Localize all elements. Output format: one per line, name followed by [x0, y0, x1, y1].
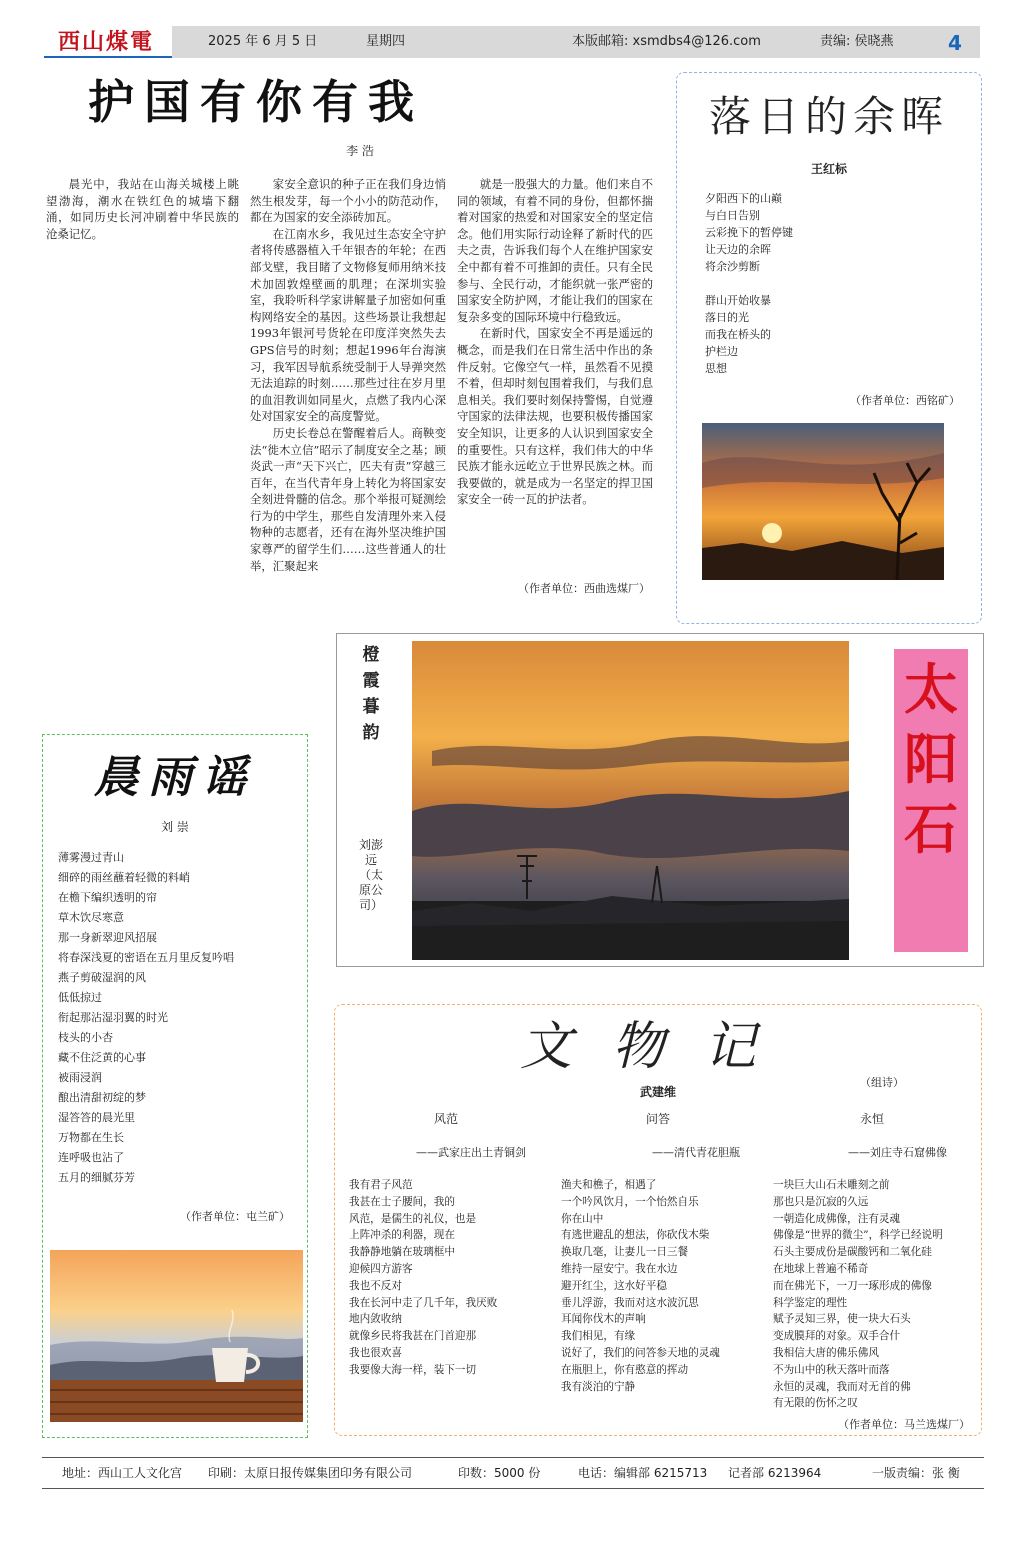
relics-author-unit: （作者单位：马兰选煤厂）: [838, 1418, 970, 1431]
poem-line: 草木饮尽寒意: [58, 911, 124, 924]
issue-date: 2025 年 6 月 5 日: [208, 34, 318, 49]
poem-line: 有无限的伤怀之叹: [773, 1397, 858, 1410]
paragraph: 就是一股强大的力量。他们来自不同的领域，有着不同的身份，但都怀揣着对国家的热爱和对国家安全的坚定信念。他们用实际行动诠释了新时代的匹夫之责，告诉我们每个人在维护国家安全中都有着不可推卸的责任。只有全民参与、全民行动，才能织就一张严密的国家安全防护网，才能让我们的国家在复杂多变的国际环境中行稳致远。: [457, 177, 653, 324]
poem-line: 换取几毫，让妻儿一日三餐: [561, 1246, 689, 1259]
poem-line: 我在长河中走了几千年，我厌败: [349, 1296, 498, 1309]
poem-line: 枝头的小杏: [58, 1031, 113, 1044]
poem-line: 我相信大唐的佛乐佛风: [773, 1346, 879, 1359]
poem-line: 燕子剪破湿润的风: [58, 971, 146, 984]
stanza-break: [705, 275, 965, 292]
relic-poem-heading: 问答: [645, 1112, 670, 1126]
poem-line: 一块巨大山石未雕刻之前: [773, 1179, 890, 1191]
coffee-cup-sunrise-photo: [50, 1250, 303, 1422]
poem-line: 在瓶胆上，你有憨意的挥动: [561, 1363, 689, 1376]
poem-line: 酿出清甜初绽的梦: [58, 1091, 146, 1104]
poem-line: 科学鉴定的理性: [773, 1296, 848, 1309]
poem-line: 而我在桥头的: [705, 328, 771, 341]
poem-line: 我静静地躺在玻璃框中: [349, 1246, 455, 1259]
poem-line: 与白日告别: [705, 209, 760, 222]
poem-line: 一个吟风饮月，一个怡然自乐: [561, 1195, 699, 1208]
relic-poem-subtitle: ——武家庄出土青铜剑: [416, 1146, 526, 1159]
footer-copies: 印数：5000 份: [458, 1466, 541, 1480]
poem-line: 上阵冲杀的利器，现在: [349, 1229, 455, 1242]
relic-poem-heading: 永恒: [859, 1112, 884, 1126]
footer-rule: [42, 1488, 984, 1489]
poem-line: 不为山中的秋天落叶而落: [773, 1363, 890, 1376]
poem-line: 渔夫和樵子，相遇了: [561, 1179, 657, 1191]
poem-line: 我有君子风范: [349, 1179, 413, 1191]
poem-line: 赋予灵知三界，使一块大石头: [773, 1313, 911, 1326]
poem-line: 我甚在士子腰间，我的: [349, 1195, 455, 1208]
poem-line: 你在山中: [561, 1212, 604, 1225]
poem-line: 迎候四方游客: [349, 1262, 413, 1275]
poem-line: 思想: [705, 362, 727, 375]
lead-article-title: 护国有你有我: [88, 75, 424, 129]
relic-poem-body: [561, 1177, 771, 1395]
poem-line: 薄雾漫过青山: [58, 851, 124, 864]
poem-line: 而在佛光下，一刀一琢形成的佛像: [773, 1279, 932, 1292]
poem-line: 我要像大海一样，装下一切: [349, 1363, 477, 1376]
poem-line: 耳闻你伐木的声响: [561, 1313, 646, 1326]
footer-address: 地址：西山工人文化宫: [62, 1466, 183, 1480]
paragraph: 晨光中，我站在山海关城楼上眺望渤海，潮水在铁红色的城墙下翻涌，如同历史长河冲刷着中华民族的沧桑记忆。: [46, 177, 239, 241]
page-editor: 责编: 侯晓燕: [820, 34, 894, 49]
relic-poem-subtitle: ——清代青花胆瓶: [652, 1146, 740, 1159]
sunset-poem-title: 落日的余晖: [708, 92, 949, 141]
poem-line: 被雨浸润: [58, 1071, 102, 1084]
poem-line: 连呼吸也沾了: [58, 1151, 124, 1164]
sunset-poem-author-unit: （作者单位：西铭矿）: [850, 394, 960, 407]
poem-line: 让天边的余晖: [705, 243, 771, 256]
relic-poem-heading: 风范: [433, 1112, 458, 1126]
poem-line: 细碎的雨丝蘸着轻微的料峭: [58, 871, 190, 884]
poem-line: 永恒的灵魂，我而对无首的佛: [773, 1380, 911, 1393]
morning-rain-author: 刘 崇: [161, 820, 189, 834]
masthead-logo: 西山煤電: [58, 29, 155, 55]
poem-line: 藏不住泛黄的心事: [58, 1051, 146, 1064]
poem-line: 万物都在生长: [58, 1131, 124, 1144]
sunset-tree-photo: [702, 423, 944, 580]
poem-line: 变成膜拜的对象。双手合什: [773, 1330, 901, 1343]
morning-rain-author-unit: （作者单位：屯兰矿）: [180, 1210, 290, 1223]
poem-line: 夕阳西下的山巅: [705, 192, 782, 205]
poem-line: 风范，是儒生的礼仪，也是: [349, 1212, 477, 1225]
poem-line: 湿答答的晨光里: [58, 1111, 135, 1124]
poem-line: 避开红尘，这水好平稳: [561, 1279, 667, 1292]
poem-line: 我也很欢喜: [349, 1346, 402, 1359]
sunstone-char: 阳: [904, 727, 958, 791]
relic-poem-subtitle: ——刘庄寺石窟佛像: [848, 1146, 947, 1159]
paragraph: 家安全意识的种子正在我们身边悄然生根发芽，每一个小小的防范动作，都在为国家的安全添砖加瓦。: [250, 177, 446, 225]
poem-line: 护栏边: [705, 345, 738, 358]
poem-line: 落日的光: [705, 311, 749, 324]
poem-line: 有逃世避乱的想法，你砍伐木柴: [561, 1229, 710, 1242]
poem-line: 我们相见，有缘: [561, 1330, 636, 1343]
poem-line: 将春深浅夏的密语在五月里反复吟唱: [58, 951, 234, 964]
relics-title: 文物记: [519, 1017, 796, 1077]
paragraph: 在江南水乡，我见过生态安全守护者将传感器植入千年银杏的年轮；在西部戈壁，我目睹了文物修复师用纳米技术加固敦煌壁画的肌理；在深圳实验室，我聆听科学家讲解量子加密如何重构网络安全的基因。这些场景让我想起1993年银河号货轮在印度洋突然失去GPS信号的时刻；想起1996年台海演习，我军因导航系统受制于人导弹突然无法追踪的时刻……那些过往在岁月里的血泪教训如同星火，点燃了我内心深处对国家安全的高度警觉。: [250, 226, 446, 424]
issue-weekday: 星期四: [366, 34, 406, 49]
poem-line: 那也只是沉寂的久远: [773, 1195, 869, 1208]
page-number: 4: [948, 31, 962, 55]
footer-phone: 电话：编辑部 6215713: [578, 1466, 708, 1480]
sunstone-char: 石: [904, 797, 958, 861]
orange-clouds-sunset-photo: [412, 641, 849, 960]
footer-chief-editor: 一版责编：张 衡: [872, 1466, 960, 1480]
sunset-poem-author: 王红标: [810, 162, 847, 176]
masthead-rule: [44, 56, 172, 58]
poem-line: 云彩挽下的暂停键: [705, 226, 793, 239]
poem-line: 佛像是“世界的微尘”，科学已经说明: [773, 1229, 943, 1242]
morning-rain-body: [58, 848, 298, 1188]
sunstone-char: 太: [904, 657, 958, 721]
relics-genre: （组诗）: [860, 1076, 904, 1089]
poem-line: 将余沙剪断: [705, 260, 760, 273]
poem-line: 我有淡泊的宁静: [561, 1380, 636, 1393]
poem-line: 在檐下编织透明的帘: [58, 891, 157, 904]
photo-feature-author: 刘澎远（太原公司）: [358, 838, 383, 912]
relic-poem-body: [773, 1177, 973, 1412]
footer-reporter-phone: 记者部 6213964: [728, 1466, 822, 1480]
paragraph: 历史长卷总在警醒着后人。商鞅变法“徙木立信”昭示了制度安全之基；顾炎武一声“天下兴亡，匹夫有责”穿越三百年，在当代青年身上转化为将国家安全刻进骨髓的信念。那个举报可疑测绘行为的中学生，那些自发清理外来入侵物种的志愿者，还有在海外坚决维护国家尊严的留学生们……这些普通人的壮举，汇聚起来: [250, 425, 446, 573]
lead-article-column-2: [250, 176, 446, 606]
lead-article-column-3: [457, 176, 653, 586]
sunset-poem-body: [705, 190, 965, 377]
poem-line: 那一身新翠迎风招展: [58, 931, 157, 944]
lead-article-author: 李 浩: [346, 144, 374, 158]
relics-author: 武建维: [639, 1085, 676, 1099]
footer-printer: 印刷：太原日报传媒集团印务有限公司: [208, 1466, 413, 1480]
poem-line: 一朝造化成佛像，注有灵魂: [773, 1212, 901, 1225]
poem-line: 垂儿浮游，我而对这水波沉思: [561, 1296, 699, 1309]
poem-line: 维持一屋安宁。我在水边: [561, 1262, 678, 1275]
poem-line: 五月的细腻芬芳: [58, 1171, 135, 1184]
poem-line: 我也不反对: [349, 1279, 402, 1292]
poem-line: 就像乡民将我甚在门首迎那: [349, 1330, 477, 1343]
footer-rule: [42, 1457, 984, 1458]
lead-article-column-1: [46, 176, 239, 706]
poem-line: 说好了，我们的问答参天地的灵魂: [561, 1346, 720, 1359]
poem-line: 衔起那沾湿羽翼的时光: [58, 1011, 168, 1024]
poem-line: 石头主要成份是碳酸钙和二氧化硅: [773, 1246, 932, 1259]
relic-poem-body: [349, 1177, 559, 1379]
poem-line: 地内敛收纳: [349, 1313, 402, 1326]
photo-feature-title: 橙霞暮韵: [362, 645, 380, 743]
poem-line: 在地球上普遍不稀奇: [773, 1262, 869, 1275]
sunstone-banner-text: [894, 654, 968, 864]
morning-rain-title: 晨雨谣: [94, 752, 256, 803]
poem-line: 低低掠过: [58, 991, 102, 1004]
paragraph: 在新时代，国家安全不再是遥远的概念，而是我们在日常生活中作出的条件反射。它像空气一样，虽然看不见摸不着，但却时刻包围着我们，与我们息息相关。我们要时刻保持警惕，自觉遵守国家的法律法规，也要积极传播国家安全知识，让更多的人认识到国家安全的重要性。只有这样，我们伟大的中华民族才能永远屹立于世界民族之林。而我要做的，就是成为一名坚定的捍卫国家安全一砖一瓦的护法者。: [457, 326, 653, 507]
page-email: 本版邮箱: xsmdbs4@126.com: [572, 34, 761, 49]
poem-line: 群山开始收暴: [705, 294, 771, 307]
lead-article-author-unit: （作者单位：西曲选煤厂）: [518, 582, 650, 595]
